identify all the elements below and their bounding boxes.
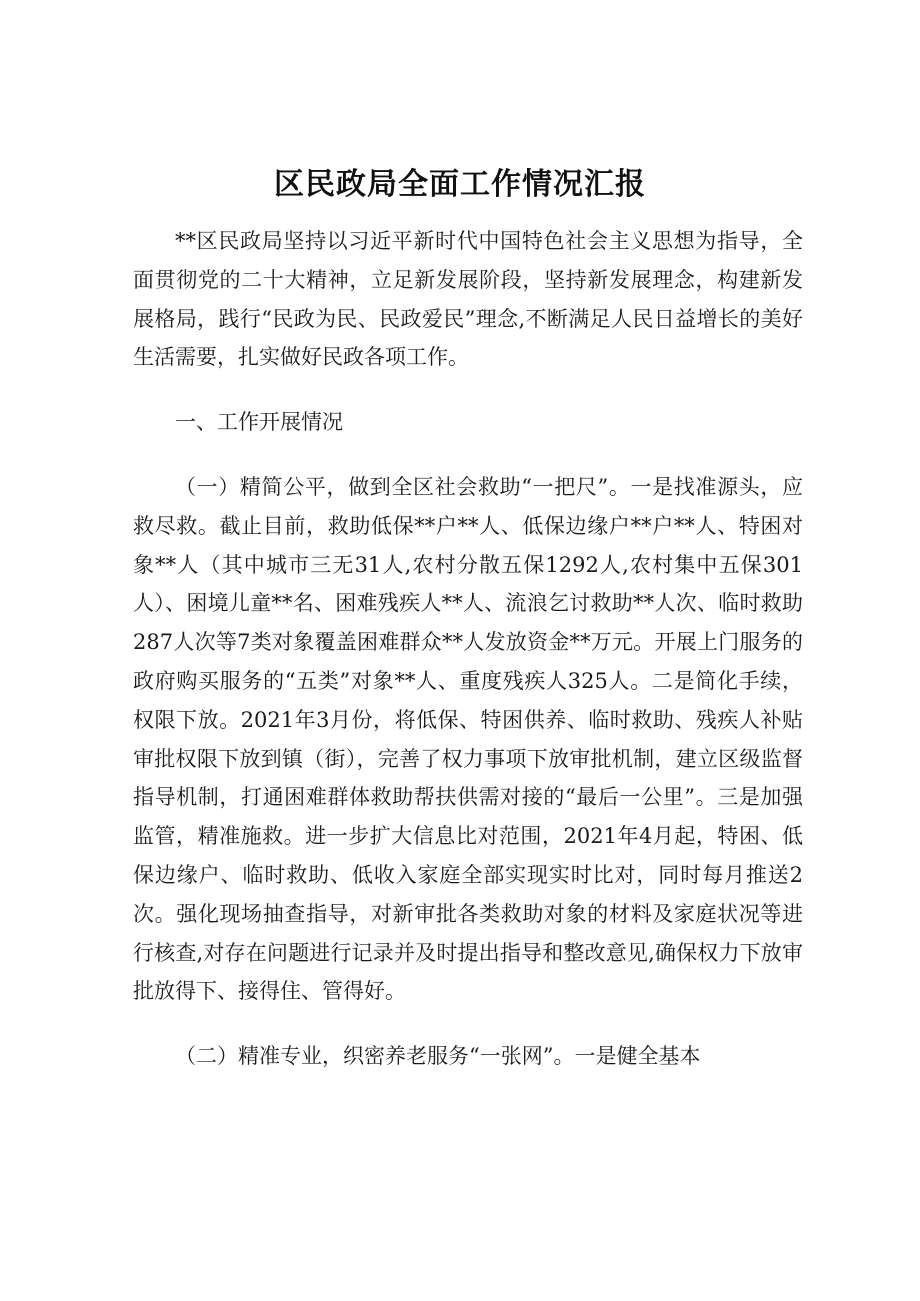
paragraph-gap (133, 442, 803, 468)
document-title: 区民政局全面工作情况汇报 (274, 167, 646, 202)
subsection-paragraph-1: （一）精简公平，做到全区社会救助“一把尺”。一是找准源头，应救尽救。截止目前，救助低保**户**人、低保边缘户**户**人、特困对象**人（其中城市三无31人,农村分散五保1292人,农村集中五保301人）、困境儿童**名、困难残疾人**人、流浪乞讨救助**人次、临时救助287人次等7类对象覆盖困难群众**人发放资金**万元。开展上门服务的政府购买服务的“五类”对象**人、重度残疾人325人。二是简化手续，权限下放。2021年3月份，将低保、特困供养、临时救助、残疾人补贴审批权限下放到镇（街），完善了权力事项下放审批机制，建立区级监督指导机制，打通困难群体救助帮扶供需对接的“最后一公里”。三是加强监管，精准施救。进一步扩大信息比对范围，2021年4月起，特困、低保边缘户、临时救助、低收入家庭全部实现实时比对，同时每月推送2次。强化现场抽查指导，对新审批各类救助对象的材料及家庭状况等进行核查,对存在问题进行记录并及时提出指导和整改意见,确保权力下放审批放得下、接得住、管得好。 (133, 474, 803, 1004)
section-heading: 一、工作开展情况 (175, 410, 343, 435)
paragraph-gap (133, 377, 803, 403)
intro-paragraph: **区民政局坚持以习近平新时代中国特色社会主义思想为指导，全面贯彻党的二十大精神，立足新发展阶段，坚持新发展理念，构建新发展格局，践行“民政为民、民政爱民”理念,不断满足人民日益增长的美好生活需要，扎实做好民政各项工作。 (133, 229, 803, 370)
subsection-paragraph-2: （二）精准专业，织密养老服务“一张网”。一是健全基本 (175, 1044, 701, 1069)
document-body (133, 222, 803, 1076)
paragraph-gap (133, 1011, 803, 1037)
